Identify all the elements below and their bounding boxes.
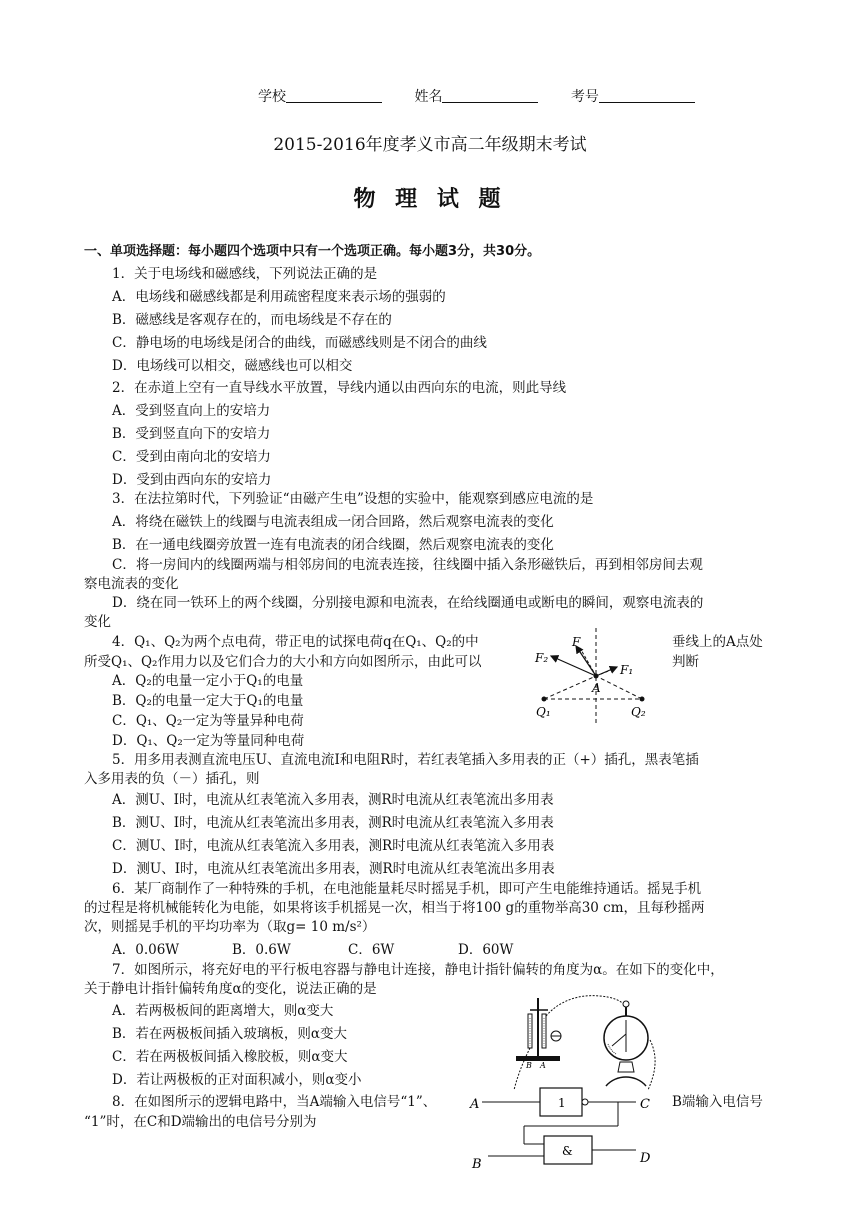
- q4-option-c: C．Q₁、Q₂一定为等量异种电荷: [112, 713, 304, 729]
- q8-stem-line2: “1”时，在C和D端输出的电信号分别为: [84, 1114, 317, 1130]
- q1-stem: 1．关于电场线和磁感线，下列说法正确的是: [112, 266, 378, 282]
- charge-q1: [542, 697, 547, 702]
- q3-stem: 3．在法拉第时代，下列验证“由磁产生电”设想的实验中，能观察到感应电流的是: [112, 491, 594, 507]
- q2-option-d: D．受到由西向东的安培力: [112, 472, 272, 488]
- label-a: A: [592, 681, 601, 695]
- q4-force-diagram: [530, 624, 670, 724]
- q8-stem-line1-right: B端输入电信号: [672, 1094, 763, 1110]
- label-a: A: [540, 1061, 546, 1070]
- q7-option-a: A．若两极板间的距离增大，则α变大: [112, 1003, 334, 1019]
- q3-option-a: A．将绕在磁铁上的线圈与电流表组成一闭合回路，然后观察电流表的变化: [112, 514, 554, 530]
- and-gate-label: &: [562, 1144, 573, 1158]
- section-heading: 一、单项选择题：每小题四个选项中只有一个选项正确。每小题3分，共30分。: [84, 244, 541, 259]
- q5-option-c: C．测U、I时，电流从红表笔流入多用表，测R时电流从红表笔流入多用表: [112, 838, 555, 854]
- q4-stem-line2: 所受Q₁、Q₂作用力以及它们合力的大小和方向如图所示，由此可以: [84, 654, 482, 670]
- label-a: A: [470, 1097, 480, 1112]
- q1-option-d: D．电场线可以相交，磁感线也可以相交: [112, 358, 353, 374]
- q8-logic-circuit-diagram: [468, 1078, 668, 1178]
- q4-stem-line2-right: 判断: [672, 654, 699, 670]
- subject-title: 物 理 试 题: [353, 187, 507, 212]
- label-c: C: [640, 1097, 650, 1112]
- q3-option-c-line2: 察电流表的变化: [84, 576, 179, 592]
- f1-arrow: [596, 667, 617, 676]
- q3-option-c-line1: C．将一房间内的线圈两端与相邻房间的电流表连接，往线圈中插入条形磁铁后，再到相邻房间去观: [112, 557, 703, 573]
- point-a: [594, 674, 599, 679]
- q2-option-a: A．受到竖直向上的安培力: [112, 403, 271, 419]
- q5-stem-line1: 5．用多用表测直流电压U、直流电流I和电阻R时，若红表笔插入多用表的正（+）插孔，黑表笔插: [112, 752, 699, 768]
- label-q1: Q₁: [536, 705, 551, 719]
- q4-option-b: B．Q₂的电量一定大于Q₁的电量: [112, 693, 304, 709]
- q2-stem: 2．在赤道上空有一直导线水平放置，导线内通以由西向东的电流，则此导线: [112, 380, 567, 396]
- q5-option-b: B．测U、I时，电流从红表笔流出多用表，测R时电流从红表笔流入多用表: [112, 815, 554, 831]
- label-f: F: [572, 635, 581, 649]
- not-gate-label: 1: [558, 1096, 566, 1110]
- q6-option-c: C．6W: [348, 942, 395, 958]
- q8-stem-line1: 8．在如图所示的逻辑电路中，当A端输入电信号“1”、: [112, 1094, 437, 1110]
- q6-stem-line3: 次，则摇晃手机的平均功率为（取g= 10 m/s²）: [84, 919, 376, 935]
- label-f1: F₁: [620, 663, 634, 677]
- q6-stem-line1: 6．某厂商制作了一种特殊的手机，在电池能量耗尽时摇晃手机，即可产生电能维持通话。摇晃手机: [112, 881, 702, 897]
- exam-no-blank[interactable]: [599, 88, 695, 103]
- q6-stem-line2: 的过程是将机械能转化为电能，如果将该手机摇晃一次，相当于将100 g的重物举高30 cm，且每秒摇两: [84, 900, 705, 916]
- label-b: B: [472, 1157, 482, 1172]
- q6-option-a: A．0.06W: [112, 942, 180, 958]
- name-label: 姓名: [414, 89, 443, 105]
- exam-title: 2015-2016年度孝义市高二年级期末考试: [273, 135, 587, 155]
- q4-option-d: D．Q₁、Q₂一定为等量同种电荷: [112, 733, 305, 749]
- label-d: D: [640, 1151, 651, 1166]
- q7-option-c: C．若在两极板间插入橡胶板，则α变大: [112, 1049, 348, 1065]
- q7-option-d: D．若让两极板的正对面积减小，则α变小: [112, 1072, 362, 1088]
- q2-option-b: B．受到竖直向下的安培力: [112, 426, 271, 442]
- charge-q2: [640, 697, 645, 702]
- label-b: B: [526, 1061, 532, 1070]
- q3-option-d-line2: 变化: [84, 614, 111, 630]
- q2-option-c: C．受到由南向北的安培力: [112, 449, 271, 465]
- name-blank[interactable]: [442, 88, 538, 103]
- q3-option-b: B．在一通电线圈旁放置一连有电流表的闭合线圈，然后观察电流表的变化: [112, 537, 554, 553]
- header-fields: [258, 86, 723, 106]
- q5-option-d: D．测U、I时，电流从红表笔流出多用表，测R时电流从红表笔流出多用表: [112, 861, 555, 877]
- q7-stem-line1: 7．如图所示，将充好电的平行板电容器与静电计连接，静电计指针偏转的角度为α。在如下的变化中，: [112, 962, 724, 978]
- exam-no-label: 考号: [570, 89, 599, 105]
- q4-option-a: A．Q₂的电量一定小于Q₁的电量: [112, 673, 304, 689]
- label-f2: F₂: [535, 651, 549, 665]
- q7-option-b: B．若在两极板间插入玻璃板，则α变大: [112, 1026, 348, 1042]
- q1-option-a: A．电场线和磁感线都是利用疏密程度来表示场的强弱的: [112, 289, 446, 305]
- q6-option-d: D．60W: [458, 942, 514, 958]
- q7-stem-line2: 关于静电计指针偏转角度α的变化，说法正确的是: [84, 981, 377, 997]
- school-label: 学校: [258, 89, 286, 105]
- q3-option-d-line1: D．绕在同一铁环上的两个线圈，分别接电源和电流表，在给线圈通电或断电的瞬间，观察电流表的: [112, 595, 704, 611]
- school-blank[interactable]: [286, 88, 382, 103]
- q5-option-a: A．测U、I时，电流从红表笔流入多用表，测R时电流从红表笔流出多用表: [112, 792, 554, 808]
- q6-option-b: B．0.6W: [232, 942, 291, 958]
- q1-option-c: C．静电场的电场线是闭合的曲线，而磁感线则是不闭合的曲线: [112, 335, 487, 351]
- label-q2: Q₂: [631, 705, 646, 719]
- q5-stem-line2: 入多用表的负（－）插孔，则: [84, 771, 260, 787]
- q4-stem-line1: 4．Q₁、Q₂为两个点电荷，带正电的试探电荷q在Q₁、Q₂的中: [112, 634, 479, 650]
- q1-option-b: B．磁感线是客观存在的，而电场线是不存在的: [112, 312, 392, 328]
- q4-stem-line1-right: 垂线上的A点处: [672, 634, 763, 650]
